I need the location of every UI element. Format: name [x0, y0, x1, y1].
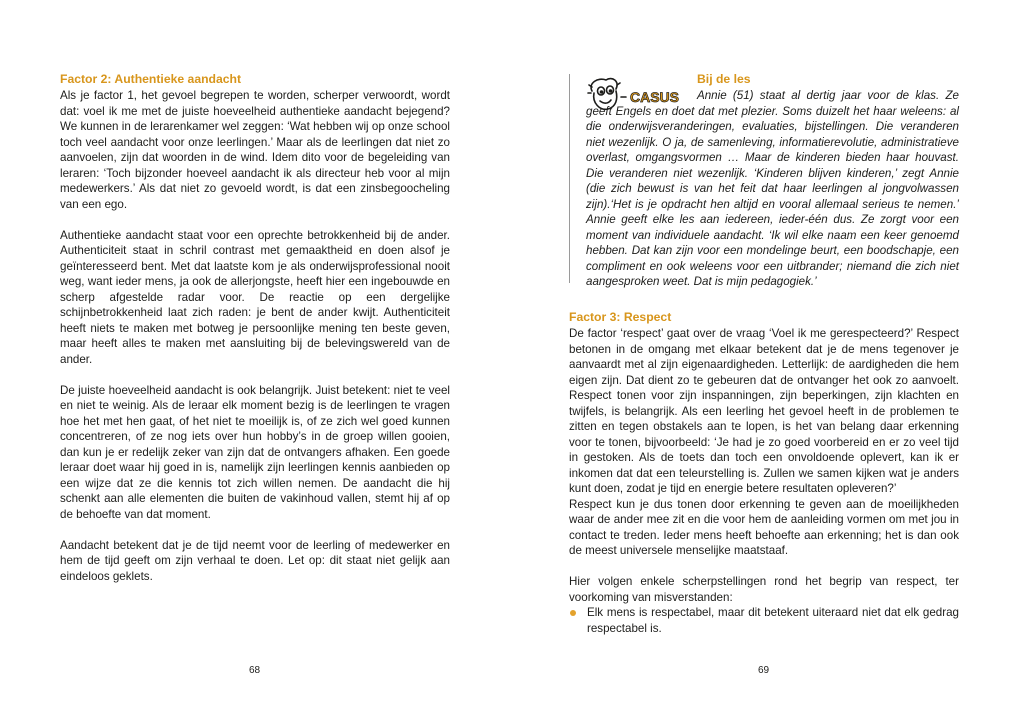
- paragraph: Als je factor 1, het gevoel begrepen te worden, scherper verwoordt, wordt dat: voel ik me met de juiste hoeveelheid authentieke aandacht bejegend? We kunnen in de lerarenkamer wel zeggen: ‘Wat hebben wij op onze school toch veel aandacht voor onze leerlingen.’ Maar als de leerlingen dat niet zo aanvoelen, zijn dat woorden in de wind. Idem dito voor de begeleiding van leraren: ‘Toch bijzonder hoeveel aandacht ik als directeur heb voor al mijn medewerkers.’ Als dat niet zo gevoeld wordt, is dat een zinsbegoocheling van een ego.: [60, 89, 450, 211]
- right-column: [569, 309, 959, 636]
- casus-text-block: [586, 88, 959, 290]
- page-number: 69: [758, 665, 770, 676]
- section-heading-factor-2: Factor 2: Authentieke aandacht: [60, 72, 242, 86]
- paragraph: Authentieke aandacht staat voor een oprechte betrokkenheid bij de ander. Authenticiteit staat in schril contrast met gemaaktheid en doen alsof je geïnteresseerd bent. Met dat laatste kom je als onderwijsprofessional nooit weg, want ieder mens, ja ook de allerjongste, heeft hier een ingebouwde en scherp afgestelde radar voor. De reactie op een dergelijke schijnbetrokkenheid laat zich raden: je bent de ander kwijt. Authenticiteit heeft niets te maken met botweg je persoonlijke mening ten beste geven, maar heeft alles te maken met aansluiting bij de belevingswereld van de ander.: [60, 228, 450, 366]
- list-item: [569, 605, 959, 636]
- paragraph: Aandacht betekent dat je de tijd neemt voor de leerling of medewerker en hem de tijd geeft om zijn verhaal te doen. Let op: dit staat niet gelijk aan eindeloos geklets.: [60, 538, 450, 583]
- paragraph: De juiste hoeveelheid aandacht is ook belangrijk. Juist betekent: niet te veel en niet te weinig. Als de leraar elk moment bezig is de leerlingen te vragen hoe het met hen gaat, of het niet te moeilijk is, of ze zich wel goed kunnen concentreren, of ze nog iets over hun hobby’s in de groep willen gooien, dan kun je er redelijk zeker van zijn dat de ontvangers afhaken. Een goede leraar doet waar hij goed in is, namelijk zijn leerlingen kennis aanbieden op een wijze dat ze die kennis tot zich willen nemen. De aandacht die hij schenkt aan alle elementen die buiten de vakinhoud vallen, stemt hij af op de behoefte van dat moment.: [60, 383, 450, 521]
- casus-divider-line: [569, 74, 570, 283]
- section-heading-factor-3: Factor 3: Respect: [569, 310, 672, 324]
- list-item-text: Elk mens is respectabel, maar dit betekent uiteraard niet dat elk gedrag respectabel is.: [587, 606, 959, 635]
- casus-logo-text: CASUS: [630, 89, 680, 105]
- bullet-dot-icon: [570, 610, 576, 616]
- paragraph: De factor ‘respect’ gaat over de vraag ‘Voel ik me gerespecteerd?’ Respect betonen in de omgang met elkaar betekent dat je de mens tegenover je aanvaardt met al zijn eigenaardigheden. Letterlijk: de aardigheden die hem eigen zijn. Dat dient zo te gebeuren dat de ontvanger het ook zo aanvoelt. Respect tonen voor zijn inspanningen, zijn beperkingen, zijn klachten en twijfels, is belangrijk. Als een leerling het gevoel heeft in de problemen te zitten en tegen obstakels aan te lopen, is het van belang daar erkenning voor te tonen, bijvoorbeeld: ‘Je had je zo goed voorbereid en er zo veel tijd in gestoken. Als de toets dan toch een onvoldoende oplevert, kan ik er inkomen dat dat een teleurstelling is. Zullen we samen kijken wat je anders kunt doen, zodat je tijd en energie betere resultaten opleveren?’: [569, 327, 959, 495]
- left-column: [60, 71, 450, 584]
- bullet-list: [569, 605, 959, 636]
- page-number: 68: [249, 665, 261, 676]
- casus-box: [569, 71, 959, 286]
- casus-text: Annie (51) staat al dertig jaar voor de klas. Ze geeft Engels en doet dat met plezier. Soms duizelt het haar weleens: al die onderwijsveranderingen, evaluaties, bijstellingen. Die veranderen niet wezenlijk. O ja, de samenleving, informatierevolutie, administratieve overlast, omgangsvormen … Maar de kinderen bieden haar houvast. Die veranderen niet wezenlijk. ‘Kinderen blijven kinderen,’ zegt Annie (die zich bewust is van het feit dat haar leerlingen al jongvolwassen zijn).‘Het is je opdracht hen altijd en vooral allemaal serieus te nemen.’ Annie geeft elke les aan iedereen, ieder-één dus. Ze zorgt voor een moment van individuele aandacht. ‘Ik wil elke naam een keer genoemd hebben. Dat kan zijn voor een mondelinge beurt, een boodschapje, een compliment en ook weleens voor een uitbrander; niemand die zich niet aangesproken weet. Dat is mijn pedagogiek.’: [586, 89, 959, 288]
- paragraph: Hier volgen enkele scherpstellingen rond het begrip van respect, ter voorkoming van misverstanden:: [569, 575, 959, 604]
- right-page: [509, 0, 1018, 719]
- casus-title: Bij de les: [697, 72, 751, 86]
- paragraph: Respect kun je dus tonen door erkenning te geven aan de moeilijkheden waar de ander mee zit en die voor hem de aanleiding vormen om met jou in contact te treden. Ieder mens heeft behoefte aan erkenning; het is dan ook de meest universele menselijke maatstaaf.: [569, 497, 959, 557]
